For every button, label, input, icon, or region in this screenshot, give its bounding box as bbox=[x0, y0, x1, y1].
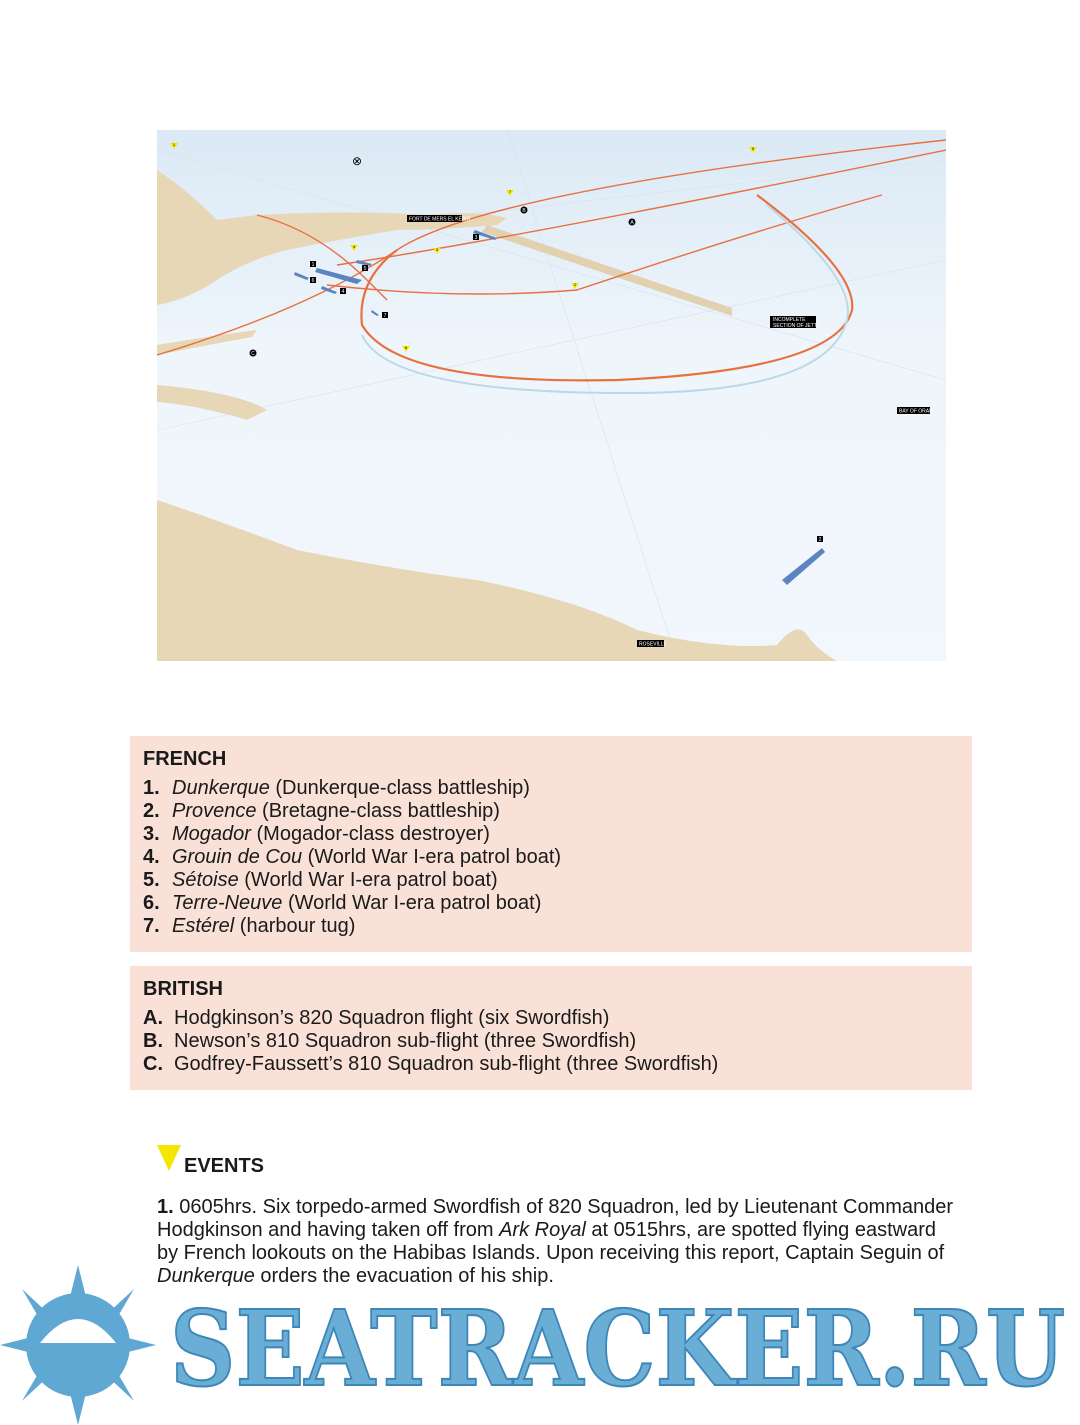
svg-text:1: 1 bbox=[172, 142, 176, 147]
french-item bbox=[143, 823, 959, 846]
british-legend bbox=[130, 966, 972, 1090]
ship-name: Estérel bbox=[172, 915, 235, 937]
british-item bbox=[143, 1030, 959, 1053]
french-item bbox=[143, 869, 959, 892]
event-ship: Ark Royal bbox=[499, 1219, 586, 1241]
item-number: 6. bbox=[143, 892, 160, 914]
svg-text:FORT DE MERS EL KÉBIR: FORT DE MERS EL KÉBIR bbox=[409, 216, 471, 223]
french-item bbox=[143, 892, 959, 915]
french-legend bbox=[130, 736, 972, 952]
event-text: 0605hrs. Six torpedo-armed Swordfish of 820 Squadron, led by Lieutenant Commander Hodgkinson and having taken off from bbox=[157, 1196, 954, 1241]
ship-name: Sétoise bbox=[172, 869, 239, 891]
watermark-text: SEATRACKER.RU bbox=[170, 1287, 1065, 1410]
svg-text:5: 5 bbox=[363, 266, 367, 272]
item-letter: C. bbox=[143, 1053, 163, 1075]
flight-desc: Hodgkinson’s 820 Squadron flight (six Swordfish) bbox=[174, 1007, 610, 1029]
ship-name: Grouin de Cou bbox=[172, 846, 303, 868]
svg-text:3: 3 bbox=[435, 247, 439, 252]
ship-name: Dunkerque bbox=[172, 777, 270, 799]
event-text: orders the evacuation of his ship. bbox=[254, 1265, 554, 1287]
ship-desc: (harbour tug) bbox=[234, 915, 356, 937]
event-ship: Dunkerque bbox=[157, 1265, 255, 1287]
british-item bbox=[143, 1053, 959, 1076]
map-label-fort bbox=[407, 215, 471, 223]
item-letter: A. bbox=[143, 1007, 163, 1029]
ship-desc: (World War I-era patrol boat) bbox=[302, 846, 562, 868]
sun-logo-icon bbox=[0, 1265, 156, 1425]
ship-name: Terre-Neuve bbox=[172, 892, 283, 914]
ship-desc: (Dunkerque-class battleship) bbox=[269, 777, 530, 799]
item-number: 4. bbox=[143, 846, 160, 868]
british-title: BRITISH bbox=[143, 978, 223, 1000]
svg-text:ROSEVILLE: ROSEVILLE bbox=[639, 641, 667, 648]
svg-text:6: 6 bbox=[404, 345, 408, 350]
svg-text:INCOMPLETE: INCOMPLETE bbox=[773, 317, 806, 323]
french-item bbox=[143, 800, 959, 823]
french-title: FRENCH bbox=[143, 748, 227, 770]
svg-text:5: 5 bbox=[751, 146, 755, 151]
flight-desc: Newson’s 810 Squadron sub-flight (three Swordfish) bbox=[174, 1030, 637, 1052]
british-item bbox=[143, 1007, 959, 1030]
flight-desc: Godfrey-Faussett’s 810 Squadron sub-flight (three Swordfish) bbox=[174, 1053, 719, 1075]
event-triangle-icon bbox=[157, 1145, 181, 1171]
svg-text:A: A bbox=[630, 220, 634, 226]
item-number: 1. bbox=[143, 777, 160, 799]
item-number: 5. bbox=[143, 869, 160, 891]
french-item bbox=[143, 777, 959, 800]
battle-map bbox=[157, 130, 946, 661]
ship-name: Provence bbox=[172, 800, 257, 822]
svg-text:7: 7 bbox=[383, 313, 387, 319]
item-number: 3. bbox=[143, 823, 160, 845]
event-number: 1. bbox=[157, 1196, 174, 1218]
map-label-roseville bbox=[637, 640, 667, 648]
svg-text:2: 2 bbox=[818, 537, 822, 543]
map-label-jetty bbox=[770, 316, 821, 329]
french-item bbox=[143, 915, 959, 938]
svg-text:SECTION OF JETTY: SECTION OF JETTY bbox=[773, 323, 821, 329]
svg-text:4: 4 bbox=[341, 289, 345, 295]
svg-text:B: B bbox=[522, 208, 526, 214]
svg-text:2: 2 bbox=[573, 282, 577, 287]
svg-text:C: C bbox=[251, 351, 255, 357]
watermark bbox=[0, 1265, 1080, 1425]
svg-text:7: 7 bbox=[508, 189, 512, 194]
french-item bbox=[143, 846, 959, 869]
item-letter: B. bbox=[143, 1030, 163, 1052]
item-number: 2. bbox=[143, 800, 160, 822]
events-title: EVENTS bbox=[184, 1155, 265, 1177]
ship-desc: (World War I-era patrol boat) bbox=[282, 892, 542, 914]
svg-text:1: 1 bbox=[311, 262, 315, 268]
compass-icon: ⊗ bbox=[352, 154, 363, 168]
svg-text:6: 6 bbox=[311, 278, 315, 284]
ship-desc: (Bretagne-class battleship) bbox=[256, 800, 500, 822]
svg-text:3: 3 bbox=[474, 235, 478, 241]
ship-name: Mogador bbox=[172, 823, 251, 845]
event-text: at 0515hrs, are spotted flying eastward by French lookouts on the Habibas Islands. Upon receiving this report, Captain Seguin of bbox=[157, 1219, 945, 1264]
ship-desc: (Mogador-class destroyer) bbox=[250, 823, 490, 845]
ship-desc: (World War I-era patrol boat) bbox=[238, 869, 498, 891]
map-label-bay bbox=[897, 407, 933, 415]
item-number: 7. bbox=[143, 915, 160, 937]
svg-text:4: 4 bbox=[352, 244, 356, 249]
svg-text:BAY OF ORAN: BAY OF ORAN bbox=[899, 408, 933, 415]
